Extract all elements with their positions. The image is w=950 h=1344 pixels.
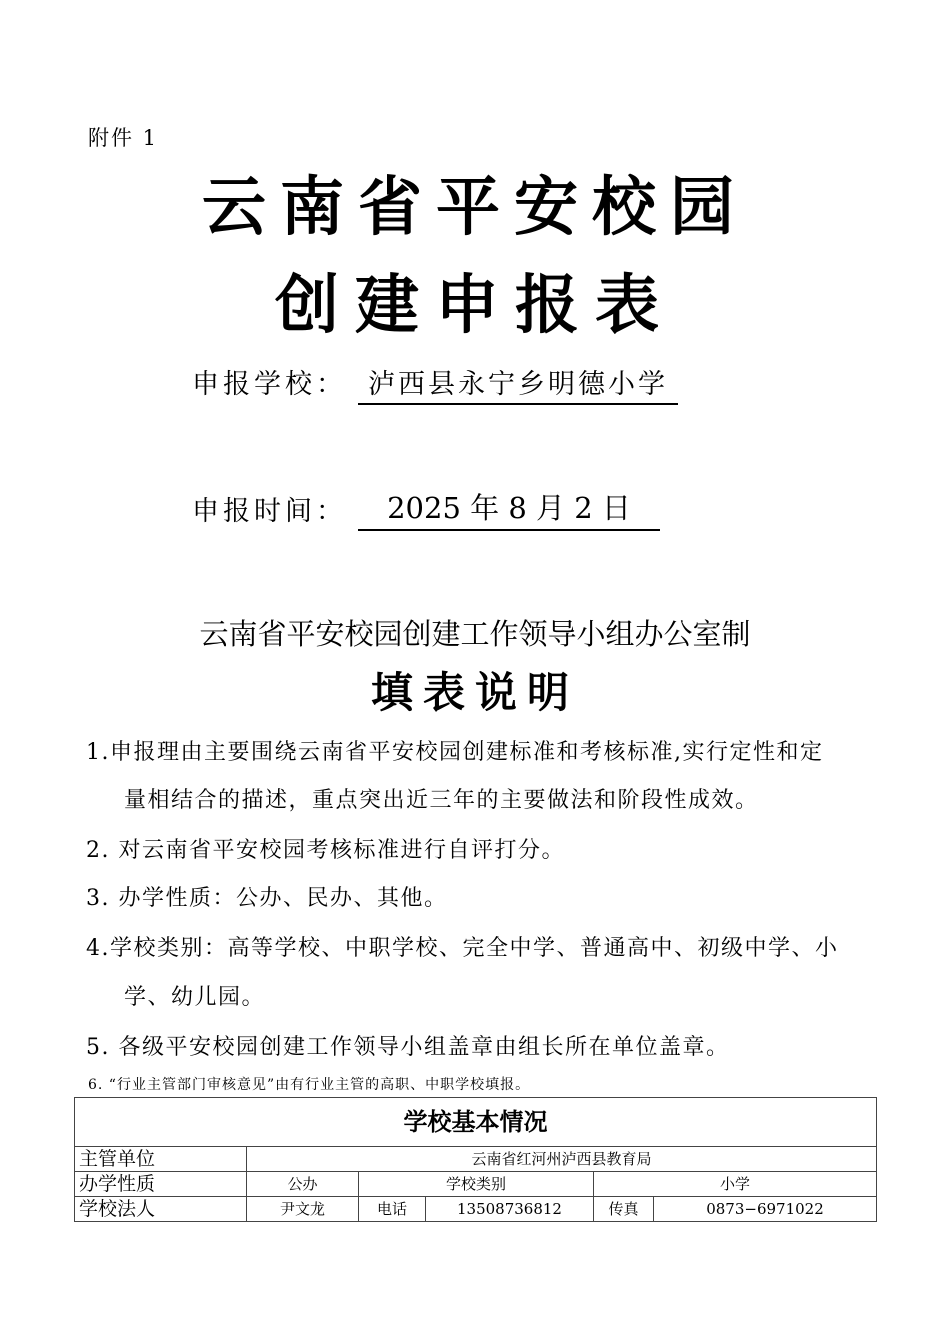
supervisor-value: 云南省红河州泸西县教育局 [247, 1147, 877, 1172]
instruction-item: 6. “行业主管部门审核意见”由有行业主管的高职、中职学校填报。 [88, 1077, 531, 1093]
instruction-item: 学、幼儿园。 [124, 985, 266, 1010]
fax-label: 传真 [594, 1197, 654, 1222]
supervisor-label: 主管单位 [75, 1147, 247, 1172]
legal-rep-value: 尹文龙 [247, 1197, 359, 1222]
fax-value: 0873−6971022 [654, 1197, 877, 1222]
document-title-line2: 创建申报表 [275, 268, 675, 343]
attachment-label: 附件 1 [88, 126, 159, 150]
instruction-item: 2. 对云南省平安校园考核标准进行自评打分。 [86, 838, 565, 863]
school-category-label: 学校类别 [359, 1172, 594, 1197]
phone-value: 13508736812 [426, 1197, 594, 1222]
instruction-item: 1.申报理由主要围绕云南省平安校园创建标准和考核标准,实行定性和定 [86, 740, 824, 765]
instruction-item: 5. 各级平安校园创建工作领导小组盖章由组长所在单位盖章。 [86, 1035, 730, 1060]
table-title: 学校基本情况 [75, 1098, 877, 1147]
school-field-label: 申报学校： [192, 369, 347, 400]
instructions-title: 填表说明 [370, 668, 579, 717]
instruction-item: 量相结合的描述，重点突出近三年的主要做法和阶段性成效。 [124, 788, 759, 813]
instruction-item: 3. 办学性质：公办、民办、其他。 [86, 886, 448, 911]
school-category-value: 小学 [594, 1172, 877, 1197]
school-info-table [74, 1097, 877, 1222]
phone-label: 电话 [359, 1197, 426, 1222]
school-nature-label: 办学性质 [75, 1172, 247, 1197]
instruction-item: 4.学校类别：高等学校、中职学校、完全中学、普通高中、初级中学、小 [86, 936, 839, 961]
date-field-label: 申报时间： [192, 496, 347, 527]
school-field-value: 泸西县永宁乡明德小学 [358, 362, 678, 405]
legal-rep-label: 学校法人 [75, 1197, 247, 1222]
school-nature-value: 公办 [247, 1172, 359, 1197]
issuer-line: 云南省平安校园创建工作领导小组办公室制 [199, 617, 751, 651]
date-field-value: 2025 年 8 月 2 日 [358, 486, 660, 531]
document-title-line1: 云南省平安校园 [202, 170, 748, 245]
